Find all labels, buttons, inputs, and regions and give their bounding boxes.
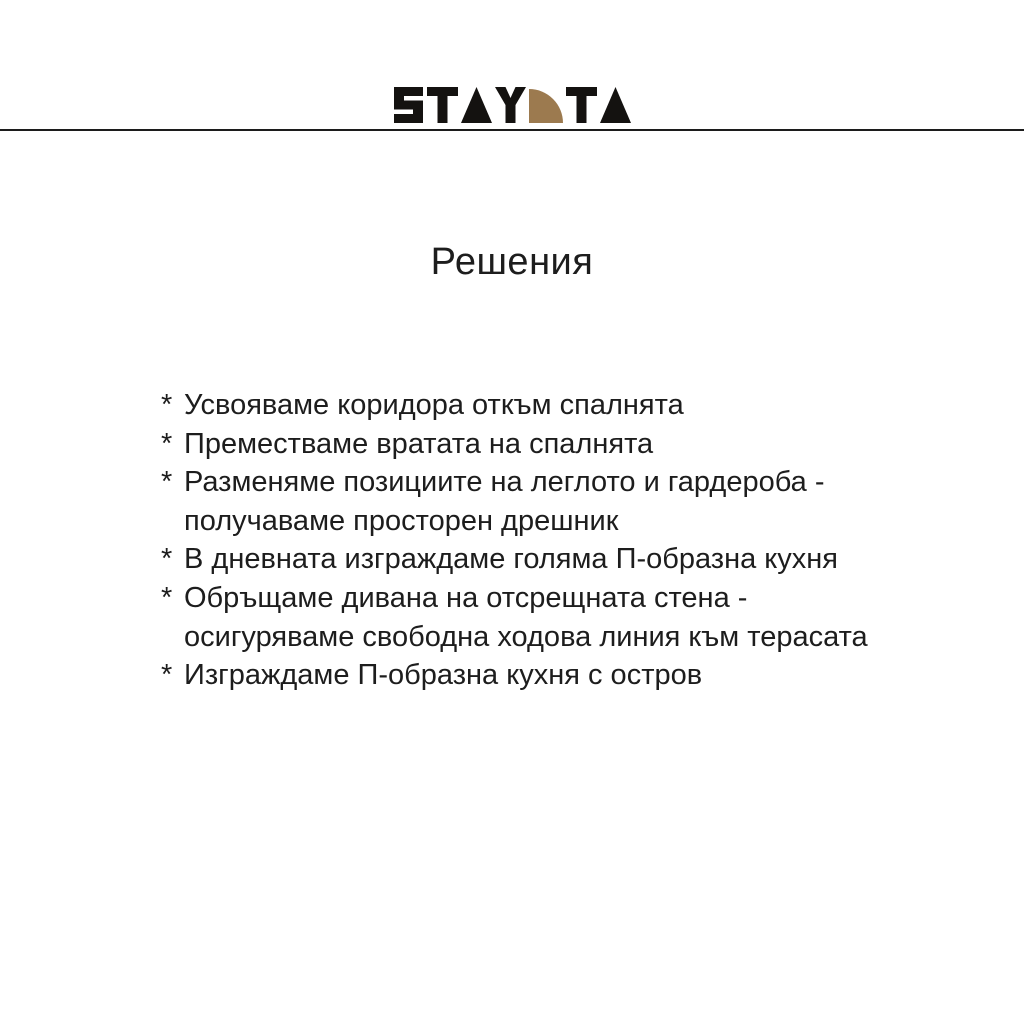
list-item-text (184, 579, 941, 656)
list-item-line: Изграждаме П-образна кухня с остров (184, 659, 703, 692)
list-item-text (184, 463, 941, 540)
bullet-asterisk: * (161, 427, 173, 460)
logo-letter-y (495, 87, 526, 123)
staydta-logo (393, 86, 631, 124)
bullet-asterisk: * (161, 389, 173, 421)
list-item (161, 579, 941, 656)
bullet-asterisk: * (161, 466, 173, 499)
list-item-line: получаваме просторен дрешник (184, 504, 619, 537)
logo-letter-s (394, 87, 423, 123)
bullet-asterisk: * (161, 581, 173, 614)
logo-letter-t2 (566, 87, 597, 123)
list-item-line: Обръщаме дивана на отсрещната стена - (184, 581, 748, 614)
solutions-list (161, 386, 941, 695)
list-item-text (184, 386, 941, 425)
bullet-asterisk: * (161, 543, 173, 576)
logo-letter-a1 (461, 87, 492, 123)
logo-quarter-circle-icon (529, 89, 563, 123)
logo-letter-t1 (427, 87, 458, 123)
logo-letter-a2 (600, 87, 631, 123)
list-item (161, 463, 941, 540)
bullet-asterisk: * (161, 659, 173, 692)
list-item (161, 540, 941, 579)
staydta-logo-graphic (393, 86, 631, 124)
list-item-line: Усвояваме коридора откъм спалнята (184, 389, 684, 421)
list-item-text (184, 656, 941, 695)
slide-title: Решения (430, 241, 594, 283)
list-item (161, 386, 941, 425)
list-item-line: осигуряваме свободна ходова линия към терасата (184, 620, 868, 653)
list-item-line: В дневната изграждаме голяма П-образна кухня (184, 543, 839, 576)
list-item-text (184, 540, 941, 579)
list-item-line: Преместваме вратата на спалнята (184, 427, 654, 460)
list-item-text (184, 425, 941, 464)
header-divider (0, 129, 1024, 131)
list-item-line: Разменяме позициите на леглото и гардероба - (184, 466, 825, 499)
list-item (161, 656, 941, 695)
list-item (161, 425, 941, 464)
